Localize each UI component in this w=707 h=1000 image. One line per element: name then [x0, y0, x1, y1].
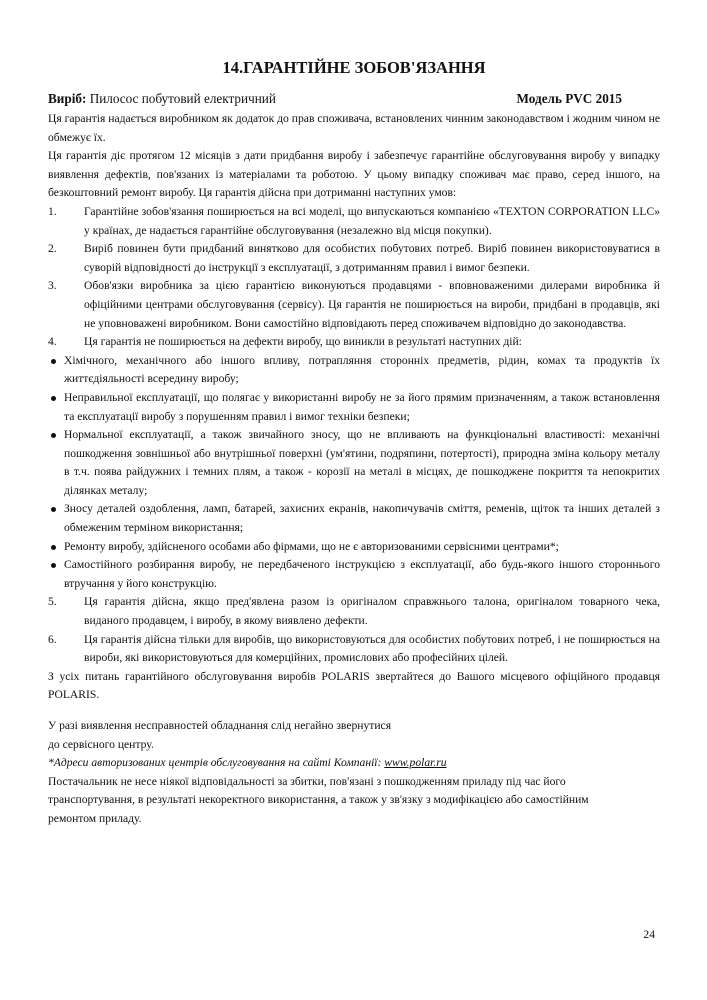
bullet-text: Нормальної експлуатації, а також звичайного зносу, що не впливають на функціональні властивості: механічні пошкодження зовнішньої або внутрішньої поверхні (ум'ятини, подряпини, потертості), природна зміна кольору металу в т.ч. поява райдужних і темних плям, а також - корозії на металі в місцях, де пошкоджене покриття та непокритих ділянках металу;: [64, 428, 660, 497]
footnote: [48, 754, 660, 773]
item-number: 3.: [48, 279, 57, 293]
bullet-exclusion: [48, 389, 660, 426]
product-info: [48, 90, 276, 108]
page-title: 14.ГАРАНТІЙНЕ ЗОБОВ'ЯЗАННЯ: [222, 58, 486, 77]
bullet-icon: [48, 426, 64, 500]
product-model: Модель PVC 2015: [516, 91, 622, 106]
notice-line: до сервісного центру.: [48, 737, 154, 751]
bullet-text: Зносу деталей оздоблення, ламп, батарей, захисних екранів, накопичувачів сміття, ременів, щіток та інших деталей з обмеженим терміном використання;: [64, 502, 660, 535]
numbered-condition: [48, 593, 660, 630]
numbered-condition: [48, 203, 660, 240]
item-text: Обов'язки виробника за цією гарантією виконуються продавцями - вповноваженими дилерами виробника й офіційними центрами обслуговування (сервісу). Ця гарантія не поширюється на вироби, придбані в продавців, які не уповноважені виробником. Вони самостійно відповідають перед споживачем відповідно до законодавства.: [84, 279, 660, 330]
bullet-exclusion: [48, 500, 660, 537]
product-label: Виріб:: [48, 91, 87, 106]
item-number: 4.: [48, 335, 57, 349]
bullet-icon: [48, 352, 64, 389]
item-text: Ця гарантія дійсна, якщо пред'явлена разом із оригіналом справжнього талона, оригіналом товарного чека, виданого продавцем, і виробу, в якому виявлено дефекти.: [84, 595, 660, 628]
website-link[interactable]: www.polar.ru: [384, 756, 447, 770]
product-name: Пилосос побутовий електричний: [89, 91, 276, 106]
numbered-condition: [48, 277, 660, 333]
item-text: Ця гарантія дійсна тільки для виробів, що використовуються для особистих побутових потреб, і не поширюється на вироби, які використовуються для комерційних, промислових або професійних цілей.: [84, 632, 660, 665]
page-number: 24: [643, 928, 655, 941]
item-text: Гарантійне зобов'язання поширюється на всі моделі, що випускаються компанією «TEXTON CORPORATION LLC» у країнах, де надається гарантійне обслуговування (незалежно від місця покупки).: [84, 204, 660, 237]
footnote-text: *Адреси авторизованих центрів обслуговування на сайті Компанії:: [48, 756, 385, 770]
item-number: 1.: [48, 204, 57, 218]
numbered-condition: [48, 240, 660, 277]
bullet-text: Хімічного, механічного або іншого впливу, потрапляння сторонніх предметів, рідин, комах та продуктів їх життєдіяльності всередину виробу;: [64, 353, 660, 386]
bullet-icon: [48, 538, 64, 557]
bullet-text: Самостійного розбирання виробу, не передбаченого інструкцією з експлуатації, або будь-якого іншого стороннього втручання у його конструкцію.: [64, 558, 660, 590]
bullet-exclusion: [48, 352, 660, 389]
item-number: 5.: [48, 595, 57, 609]
bullet-exclusion: [48, 556, 660, 593]
disclaimer-line: транспортування, в результаті некоректного використання, а також у зв'язку з модифікацією або самостійним: [48, 793, 589, 807]
bullet-text: Неправильної експлуатації, що полягає у використанні виробу не за його прямим призначенням, а також встановлення та експлуатації виробу з порушенням правил і вимог техніки безпеки;: [64, 390, 660, 423]
disclaimer-line: ремонтом приладу.: [48, 811, 142, 825]
item-number: 2.: [48, 242, 57, 256]
disclaimer-line: Постачальник не несе ніякої відповідальності за збитки, пов'язані з пошкодженням приладу під час його: [48, 774, 566, 788]
item-text: Виріб повинен бути придбаний винятково для особистих побутових потреб. Виріб повинен використовуватися в суворій відповідності до інструкції з експлуатації, з дотриманням правил і вимог безпеки.: [84, 242, 660, 274]
bullet-icon: [48, 500, 64, 537]
bullet-exclusion: [48, 538, 660, 557]
spacer: [48, 705, 660, 717]
warranty-page: [48, 58, 660, 829]
numbered-condition: [48, 631, 660, 668]
bullet-text: Ремонту виробу, здійсненого особами або фірмами, що не є авторизованими сервісними центрами*;: [64, 539, 559, 553]
notice-line: У разі виявлення несправностей обладнання слід негайно звернутися: [48, 719, 392, 732]
bullet-exclusion: [48, 426, 660, 500]
closing-paragraph: З усіх питань гарантійного обслуговування виробів POLARIS звертайтеся до Вашого місцевого офіційного продавця POLARIS.: [48, 669, 660, 702]
intro-paragraph: Ця гарантія діє протягом 12 місяців з дати придбання виробу і забезпечує гарантійне обслуговування виробу у випадку виявлення дефектів, пов'язаних із матеріалами та роботою. У цьому випадку споживач має право, серед іншого, на безкоштовний ремонт виробу. Ця гарантія дійсна при дотриманні наступних умов:: [48, 149, 660, 200]
intro-paragraph: Ця гарантія надається виробником як додаток до прав споживача, встановлених чинним законодавством і жодним чином не обмежує їх.: [48, 112, 660, 144]
item-number: 6.: [48, 632, 57, 646]
bullet-icon: [48, 389, 64, 426]
numbered-condition: [48, 333, 660, 352]
item-text: Ця гарантія не поширюється на дефекти виробу, що виникли в результаті наступних дій:: [84, 335, 522, 349]
bullet-icon: [48, 556, 64, 593]
product-line: [48, 90, 660, 108]
